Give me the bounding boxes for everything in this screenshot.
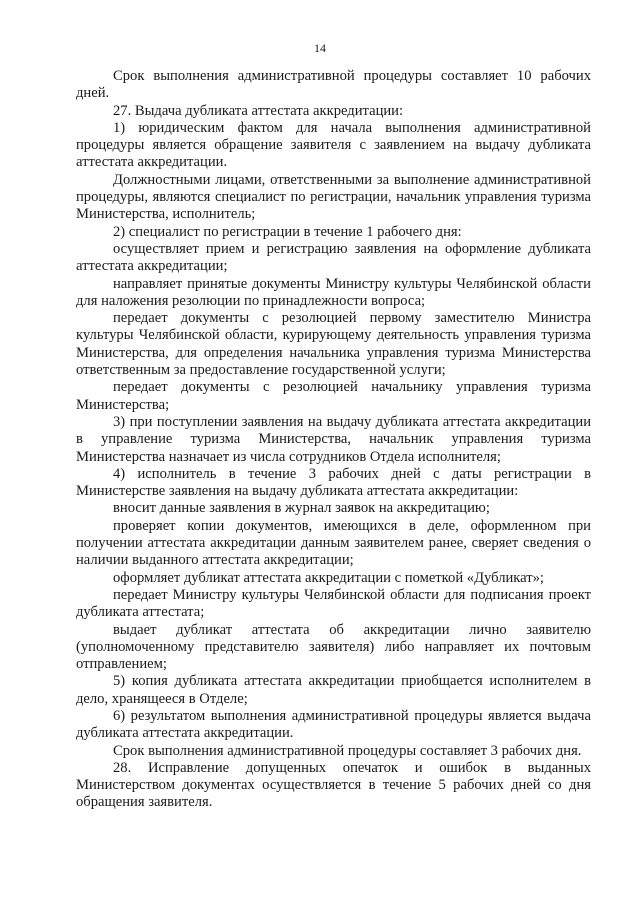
paragraph: 6) результатом выполнения административной процедуры является выдача дубликата аттестата аккредитации. — [76, 707, 591, 742]
page-number: 14 — [314, 41, 326, 55]
paragraph: 5) копия дубликата аттестата аккредитации приобщается исполнителем в дело, хранящееся в Отделе; — [76, 673, 591, 707]
paragraph: 3) при поступлении заявления на выдачу дубликата аттестата аккредитации в управление туризма Министерства, начальник управления туризма Министерства назначает из числа сотрудников Отдела исполнителя; — [76, 413, 591, 465]
paragraph: 2) специалист по регистрации в течение 1 рабочего дня: — [113, 223, 462, 240]
paragraph: проверяет копии документов, имеющихся в деле, оформленном при получении аттестата аккредитации данным заявителем ранее, сверяет сведения о наличии выданного аттестата аккредитации; — [76, 517, 591, 569]
paragraph: 27. Выдача дубликата аттестата аккредитации: — [113, 102, 404, 119]
paragraph: 4) исполнитель в течение 3 рабочих дней с даты регистрации в Министерстве заявления на выдачу дубликата аттестата аккредитации: — [76, 465, 591, 500]
paragraph: передает Министру культуры Челябинской области для подписания проект дубликата аттестата; — [76, 586, 591, 621]
body-text — [76, 68, 591, 812]
paragraph: 1) юридическим фактом для начала выполнения административной процедуры является обращение заявителя с заявлением на выдачу дубликата аттестата аккредитации. — [76, 119, 591, 171]
paragraph: Срок выполнения административной процедуры составляет 10 рабочих дней. — [76, 68, 591, 102]
paragraph: 28. Исправление допущенных опечаток и ошибок в выданных Министерством документах осуществляется в течение 5 рабочих дней со дня обращения заявителя. — [76, 759, 591, 811]
paragraph: передает документы с резолюцией первому заместителю Министра культуры Челябинской области, курирующему деятельность управления туризма Министерства, для определения начальника управления туризма Министерства ответственным за предоставление государственной услуги; — [76, 310, 591, 379]
paragraph: Должностными лицами, ответственными за выполнение административной процедуры, являются специалист по регистрации, начальник управления туризма Министерства, исполнитель; — [76, 171, 591, 223]
paragraph: осуществляет прием и регистрацию заявления на оформление дубликата аттестата аккредитации; — [76, 240, 591, 275]
paragraph: направляет принятые документы Министру культуры Челябинской области для наложения резолюции по принадлежности вопроса; — [76, 275, 591, 309]
paragraph: оформляет дубликат аттестата аккредитации с пометкой «Дубликат»; — [113, 569, 544, 586]
paragraph: вносит данные заявления в журнал заявок на аккредитацию; — [113, 500, 490, 517]
paragraph: передает документы с резолюцией начальнику управления туризма Министерства; — [76, 379, 591, 413]
paragraph: выдает дубликат аттестата об аккредитации лично заявителю (уполномоченному представителю заявителя) либо направляет их почтовым отправлением; — [76, 621, 591, 673]
paragraph: Срок выполнения административной процедуры составляет 3 рабочих дня. — [113, 742, 582, 759]
